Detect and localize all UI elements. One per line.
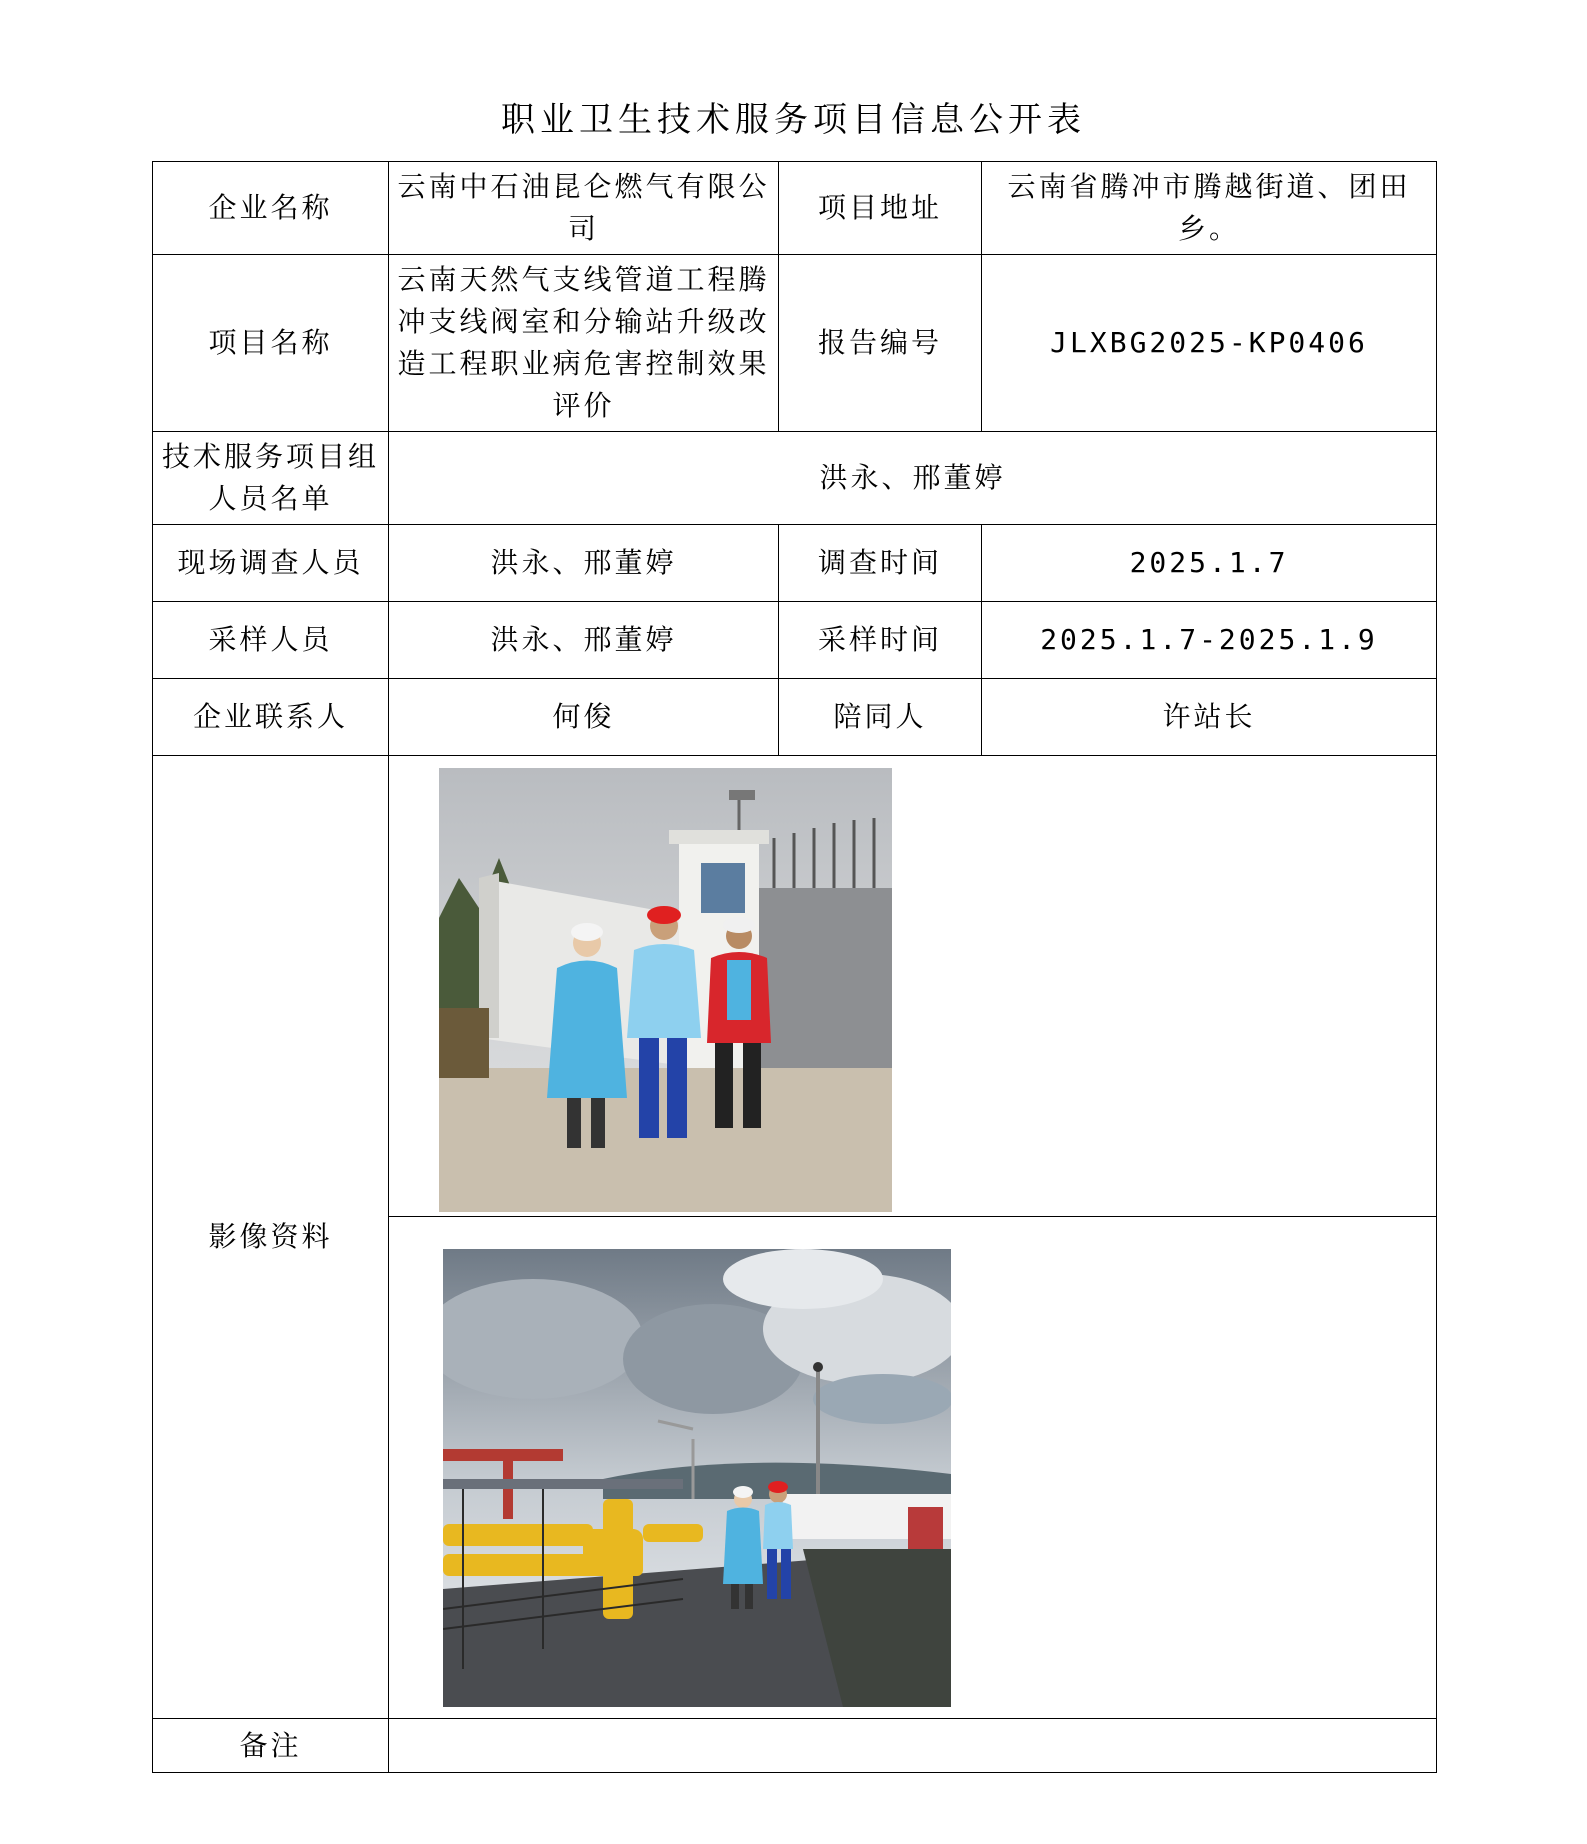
remarks-label: 备注 [153,1719,389,1773]
team-label: 技术服务项目组人员名单 [153,432,389,525]
images-label: 影像资料 [153,756,389,1719]
company-label: 企业名称 [153,162,389,255]
table-row [153,525,1437,602]
survey-staff-value: 洪永、邢董婷 [389,525,779,602]
info-table [152,161,1437,1773]
team-value: 洪永、邢董婷 [389,432,1437,525]
project-label: 项目名称 [153,255,389,432]
escort-value: 许站长 [982,679,1437,756]
site-photo-station [443,1249,951,1707]
survey-time-value: 2025.1.7 [982,525,1437,602]
contact-value: 何俊 [389,679,779,756]
table-row [153,162,1437,255]
remarks-value [389,1719,1437,1773]
project-value: 云南天然气支线管道工程腾冲支线阀室和分输站升级改造工程职业病危害控制效果评价 [389,255,779,432]
survey-time-label: 调查时间 [779,525,982,602]
escort-label: 陪同人 [779,679,982,756]
company-value: 云南中石油昆仑燃气有限公司 [389,162,779,255]
table-row [153,756,1437,1217]
photo-cell-2 [389,1217,1437,1719]
photo-cell-1 [389,756,1437,1217]
address-label: 项目地址 [779,162,982,255]
table-row [153,602,1437,679]
table-row [153,1719,1437,1773]
table-row [153,432,1437,525]
sampling-staff-label: 采样人员 [153,602,389,679]
contact-label: 企业联系人 [153,679,389,756]
survey-staff-label: 现场调查人员 [153,525,389,602]
report-label: 报告编号 [779,255,982,432]
table-row [153,255,1437,432]
report-value: JLXBG2025-KP0406 [982,255,1437,432]
address-value: 云南省腾冲市腾越街道、团田乡。 [982,162,1437,255]
sampling-time-label: 采样时间 [779,602,982,679]
table-row [153,679,1437,756]
page-title: 职业卫生技术服务项目信息公开表 [501,100,1086,140]
site-photo-gate [439,768,892,1212]
sampling-staff-value: 洪永、邢董婷 [389,602,779,679]
sampling-time-value: 2025.1.7-2025.1.9 [982,602,1437,679]
